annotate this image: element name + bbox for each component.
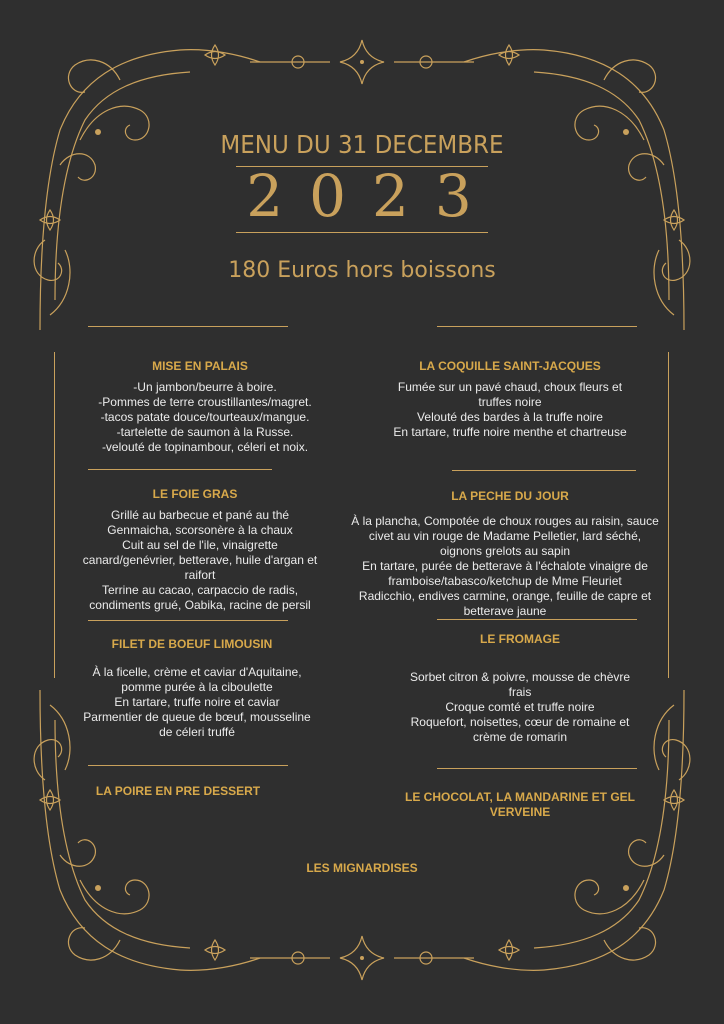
section-title-coquille: LA COQUILLE SAINT-JACQUES [419,359,601,373]
section-title-mignardises: LES MIGNARDISES [306,861,418,875]
divider-right-2 [437,619,637,620]
star-bottom-center [340,936,384,980]
right-column-top-rule [437,326,637,327]
year-divider [236,232,488,233]
left-column-top-rule [88,326,288,327]
section-title-poire: LA POIRE EN PRE DESSERT [95,784,261,798]
divider-left-3 [88,765,288,766]
section-title-mise-en-palais: MISE EN PALAIS [152,359,248,373]
section-title-peche: LA PECHE DU JOUR [451,489,569,503]
section-body-coquille: Fumée sur un pavé chaud, choux fleurs et truffes noire Velouté des bardes à la truffe noire En tartare, truffe noire menthe et chartreuse [393,380,627,439]
section-body-fromage: Sorbet citron & poivre, mousse de chèvre frais Croque comté et truffe noire Roquefort, noisettes, cœur de romaine et crème de romarin [409,670,631,744]
divider-right-3 [437,768,637,769]
menu-title: MENU DU 31 DECEMBRE [220,130,504,159]
section-title-foie-gras: LE FOIE GRAS [152,487,238,501]
section-body-foie-gras: Grillé au barbecue et pané au thé Genmaicha, scorsonère à la chaux Cuit au sel de l'ile, vinaigrette canard/genévrier, betterave, huile d'argan et raifort Terrine au cacao, carpaccio de radis, condiments grué, Oabika, racine de persil [82,508,318,612]
section-title-fromage: LE FROMAGE [480,632,560,646]
star-top-center [340,40,384,84]
divider-right-1 [452,470,636,471]
menu-year: 2023 [246,162,498,230]
section-title-chocolat: LE CHOCOLAT, LA MANDARINE ET GEL VERVEINE [405,790,635,819]
divider-left-1 [88,469,272,470]
section-body-mise-en-palais: -Un jambon/beurre à boire. -Pommes de terre croustillantes/magret. -tacos patate douce/tourteaux/mangue. -tartelette de saumon à la Russe. -velouté de topinambour, céleri et noix. [98,380,312,454]
menu-price: 180 Euros hors boissons [228,258,496,283]
section-body-peche: À la plancha, Compotée de choux rouges au raisin, sauce civet au vin rouge de Madame Pelletier, lard séché, oignons grelots au sapin En tartare, purée de betterave à l'échalote vinaigre de framboise/tabasco/ketchup de Mme Fleuriet Radicchio, endives carmine, orange, feuille de capre et betterave jaune [351,514,659,618]
section-body-filet: À la ficelle, crème et caviar d'Aquitaine, pomme purée à la ciboulette En tartare, truffe noire et caviar Parmentier de queue de bœuf, mousseline de céleri truffé [83,665,311,739]
divider-left-2 [88,620,288,621]
section-title-filet: FILET DE BOEUF LIMOUSIN [111,637,273,651]
